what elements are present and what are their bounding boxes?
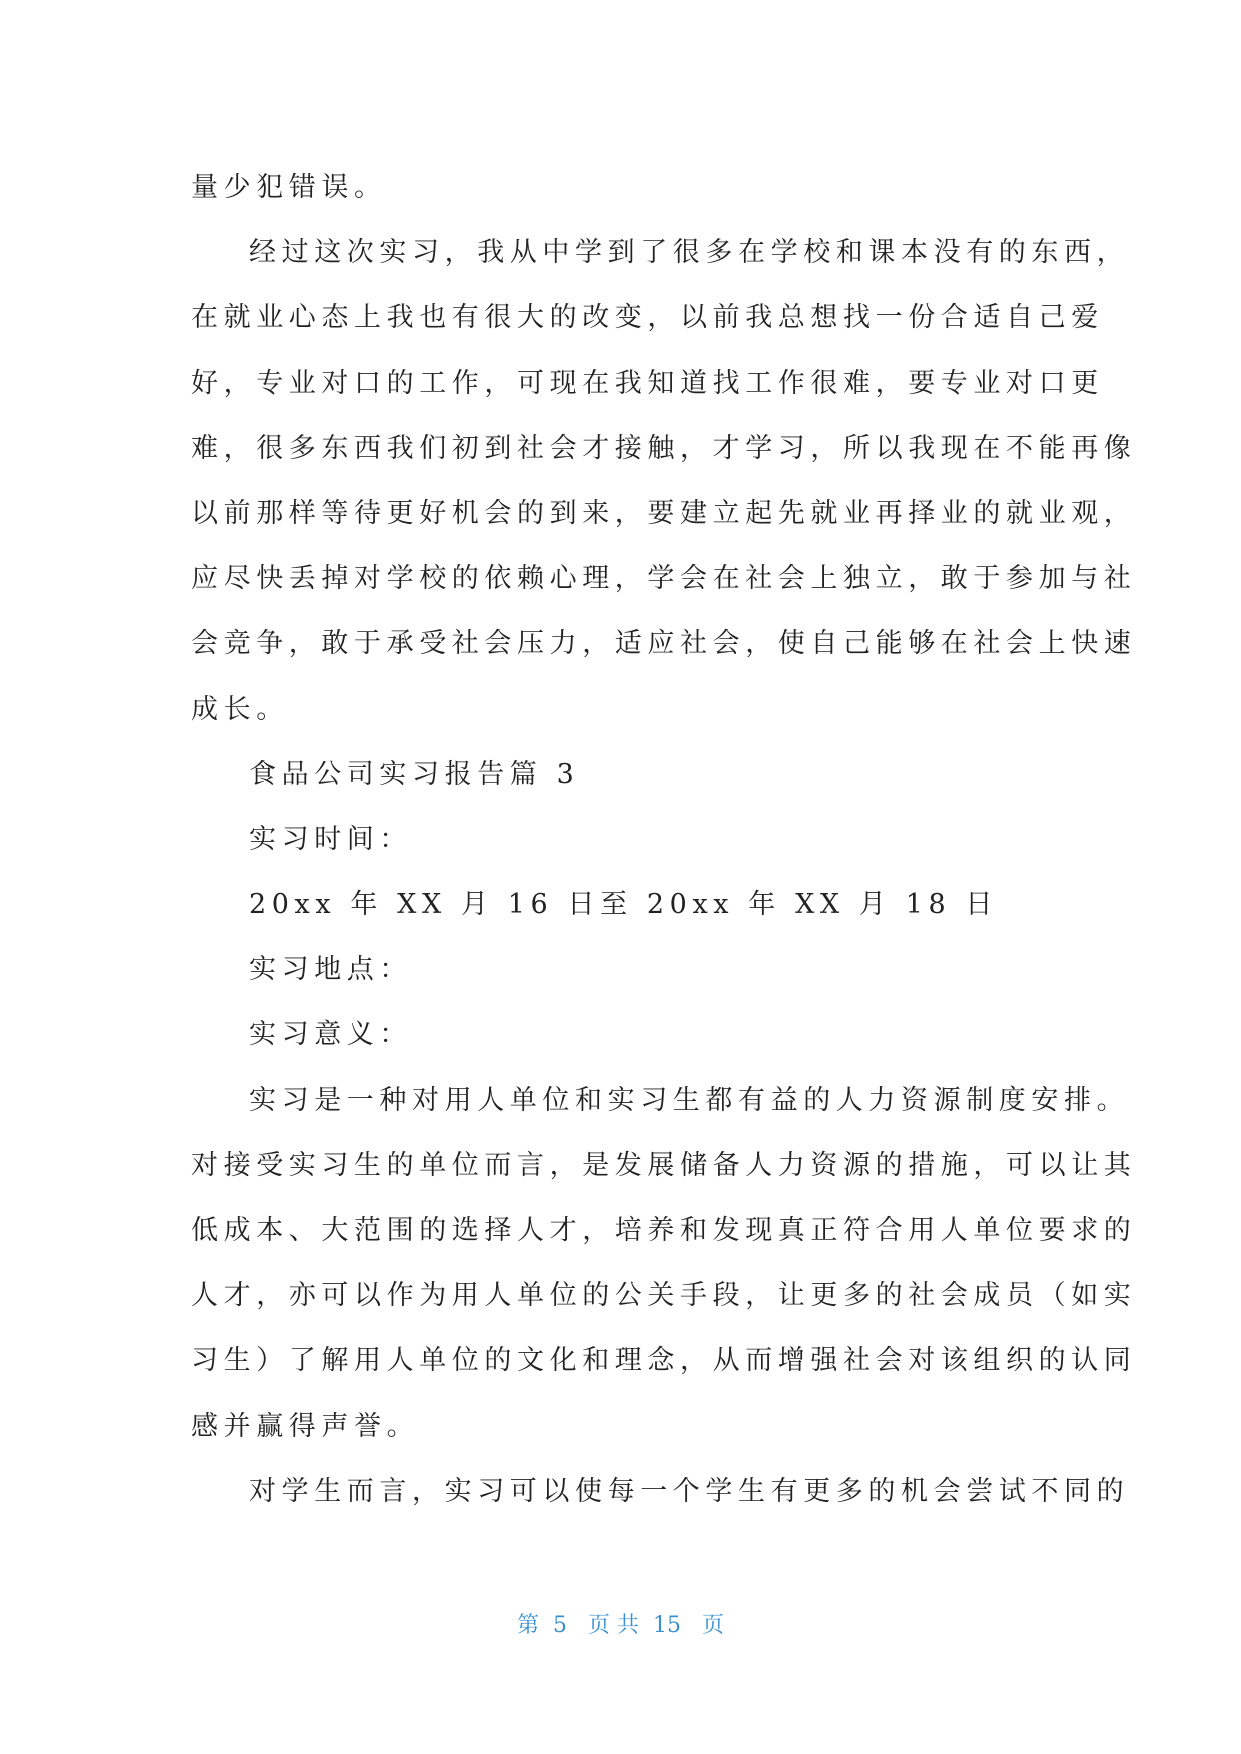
text-line: 经过这次实习，我从中学到了很多在学校和课本没有的东西， <box>249 237 1130 269</box>
section-heading: 食品公司实习报告篇 3 <box>249 758 580 790</box>
text-line: 量少犯错误。 <box>191 172 387 203</box>
text-line: 难，很多东西我们初到社会才接触，才学习，所以我现在不能再像 <box>191 432 1137 464</box>
field-label-location: 实习地点： <box>249 954 412 986</box>
field-label-significance: 实习意义： <box>249 1019 412 1051</box>
text-line: 以前那样等待更好机会的到来，要建立起先就业再择业的就业观， <box>191 497 1137 529</box>
page-number-footer: 第 5 页 共 15 页 <box>517 1613 724 1638</box>
text-line: 低成本、大范围的选择人才，培养和发现真正符合用人单位要求的 <box>191 1215 1137 1246</box>
text-line: 感并赢得声誉。 <box>191 1410 420 1442</box>
text-line: 实习是一种对用人单位和实习生都有益的人力资源制度安排。 <box>249 1084 1130 1116</box>
text-line: 应尽快丢掉对学校的依赖心理，学会在社会上独立，敢于参加与社 <box>191 563 1137 595</box>
field-label-time: 实习时间： <box>249 823 412 855</box>
text-line: 会竞争，敢于承受社会压力，适应社会，使自己能够在社会上快速 <box>191 628 1137 660</box>
text-line: 习生）了解用人单位的文化和理念，从而增强社会对该组织的认同 <box>191 1345 1137 1377</box>
text-line: 对学生而言，实习可以使每一个学生有更多的机会尝试不同的 <box>249 1475 1130 1507</box>
text-line: 对接受实习生的单位而言，是发展储备人力资源的措施，可以让其 <box>191 1149 1137 1181</box>
field-value-time: 20xx 年 XX 月 16 日至 20xx 年 XX 月 18 日 <box>249 889 999 921</box>
text-line: 好，专业对口的工作，可现在我知道找工作很难，要专业对口更 <box>191 367 1104 399</box>
text-line: 人才，亦可以作为用人单位的公关手段，让更多的社会成员（如实 <box>191 1280 1137 1312</box>
text-line: 在就业心态上我也有很大的改变，以前我总想找一份合适自己爱 <box>191 302 1104 334</box>
text-line: 成长。 <box>191 693 289 725</box>
document-body <box>191 155 1137 1524</box>
